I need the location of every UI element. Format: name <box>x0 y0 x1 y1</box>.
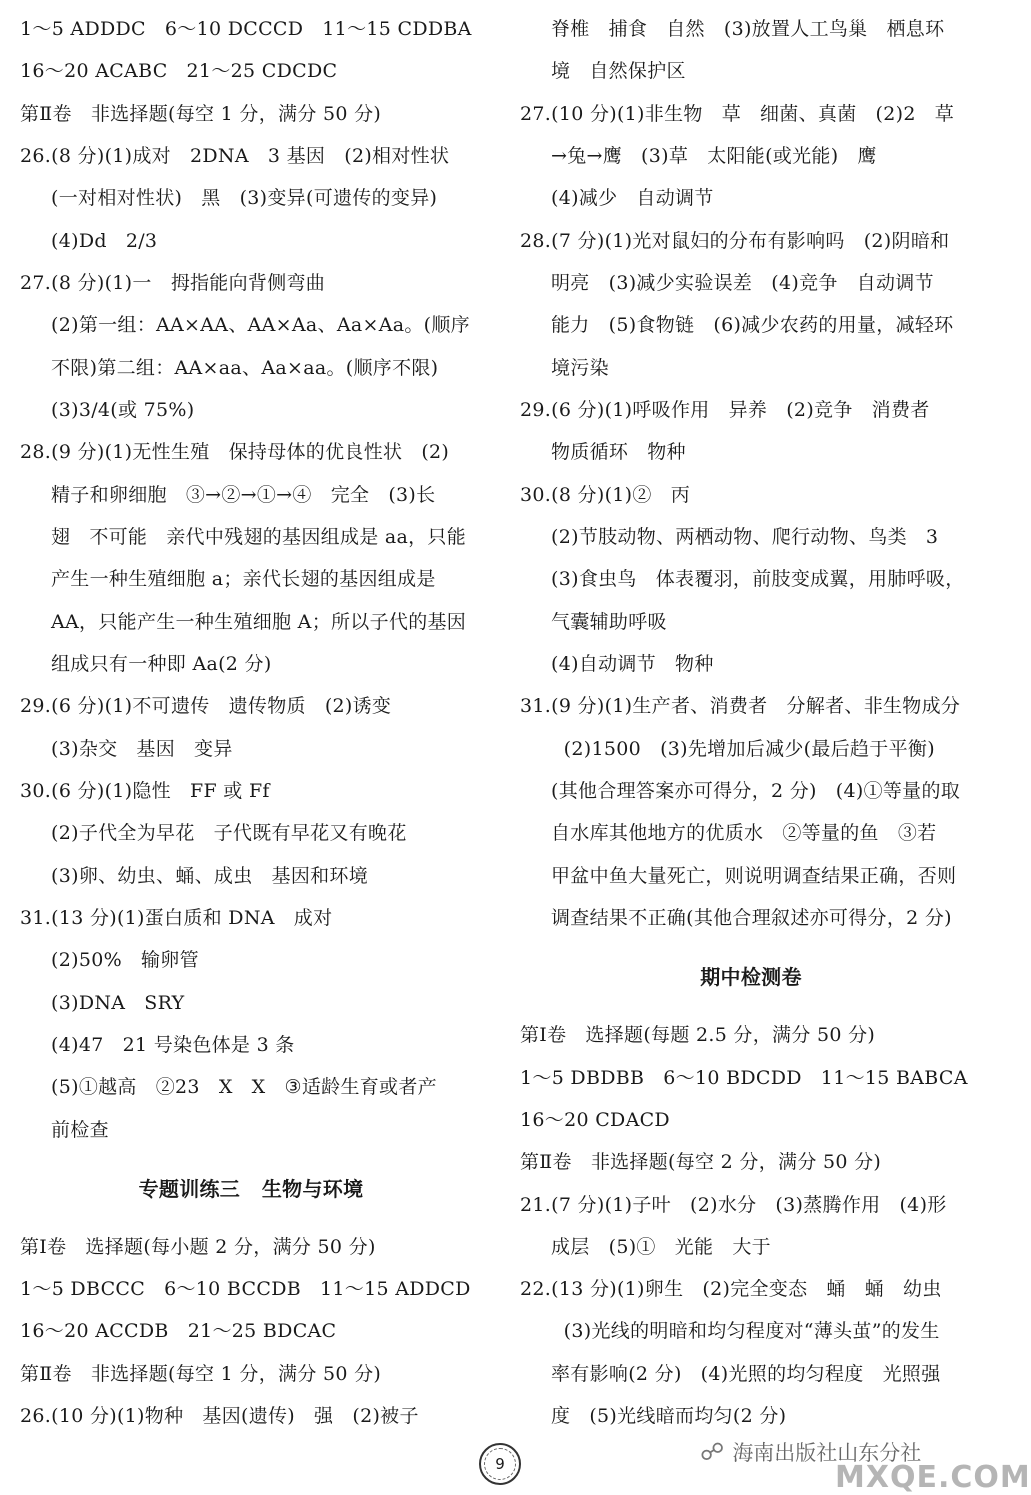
answer-line: (3)光线的明暗和均匀程度对“薄头茧”的发生 <box>551 1320 940 1342</box>
answer-line: (3)3/4(或 75%) <box>51 399 195 421</box>
answer-line: 甲盆中鱼大量死亡，则说明调查结果正确，否则 <box>551 865 957 887</box>
page-number <box>479 1443 521 1485</box>
answer-line: 1～5 DBCCC 6～10 BCCDB 11～15 ADDCD <box>20 1278 471 1300</box>
answer-line: 28.(9 分)(1)无性生殖 保持母体的优良性状 (2) <box>20 441 450 463</box>
answer-line: (3)DNA SRY <box>51 992 185 1014</box>
answer-line: 1～5 DBDBB 6～10 BDCDD 11～15 BABCA <box>520 1067 968 1089</box>
answer-line: →兔→鹰 (3)草 太阳能(或光能) 鹰 <box>551 145 877 167</box>
answer-line: 第Ⅱ卷 非选择题(每空 2 分，满分 50 分) <box>520 1151 882 1173</box>
answer-line: 22.(13 分)(1)卵生 (2)完全变态 蛹 蛹 幼虫 <box>520 1278 942 1300</box>
answer-line: (2)50% 输卵管 <box>51 949 199 971</box>
wechat-icon: ☍ <box>700 1438 725 1466</box>
answer-line: 明亮 (3)减少实验误差 (4)竞争 自动调节 <box>551 272 934 294</box>
answer-line: (2)子代全为早花 子代既有早花又有晚花 <box>51 822 407 844</box>
answer-line: 境 自然保护区 <box>551 60 686 82</box>
answer-line: 16～20 ACABC 21～25 CDCDC <box>20 60 338 82</box>
answer-line: 26.(8 分)(1)成对 2DNA 3 基因 (2)相对性状 <box>20 145 450 167</box>
answer-line: 30.(6 分)(1)隐性 FF 或 Ff <box>20 780 270 802</box>
answer-line: 前检查 <box>51 1119 109 1141</box>
answer-line: (一对相对性状) 黑 (3)变异(可遗传的变异) <box>51 187 438 209</box>
site-watermark: MXQE.COM <box>835 1460 1031 1495</box>
answer-line: 21.(7 分)(1)子叶 (2)水分 (3)蒸腾作用 (4)形 <box>520 1194 947 1216</box>
answer-line: 第Ⅰ卷 选择题(每小题 2 分，满分 50 分) <box>20 1236 376 1258</box>
answer-line: 产生一种生殖细胞 a；亲代长翅的基因组成是 <box>51 568 436 590</box>
answer-line: 率有影响(2 分) (4)光照的均匀程度 光照强 <box>551 1363 941 1385</box>
answer-line: (其他合理答案亦可得分，2 分) (4)①等量的取 <box>551 780 961 802</box>
answer-line: 第Ⅱ卷 非选择题(每空 1 分，满分 50 分) <box>20 1363 382 1385</box>
section-heading: 专题训练三 生物与环境 <box>138 1177 364 1201</box>
answer-line: 31.(13 分)(1)蛋白质和 DNA 成对 <box>20 907 333 929</box>
answer-line: 成层 (5)① 光能 大于 <box>551 1236 771 1258</box>
answer-line: 翅 不可能 亲代中残翅的基因组成是 aa，只能 <box>51 526 467 548</box>
answer-line: AA，只能产生一种生殖细胞 A；所以子代的基因 <box>51 611 467 633</box>
answer-line: 29.(6 分)(1)不可遗传 遗传物质 (2)诱变 <box>20 695 392 717</box>
answer-line: 26.(10 分)(1)物种 基因(遗传) 强 (2)被子 <box>20 1405 419 1427</box>
answer-line: 16～20 CDACD <box>520 1109 670 1131</box>
answer-line: 组成只有一种即 Aa(2 分) <box>51 653 272 675</box>
answer-line: (2)节肢动物、两栖动物、爬行动物、鸟类 3 <box>551 526 939 548</box>
answer-line: (3)卵、幼虫、蛹、成虫 基因和环境 <box>51 865 369 887</box>
answer-line: 第Ⅱ卷 非选择题(每空 1 分，满分 50 分) <box>20 103 382 125</box>
answer-line: 物质循环 物种 <box>551 441 686 463</box>
section-heading: 期中检测卷 <box>700 965 802 989</box>
answer-line: 调查结果不正确(其他合理叙述亦可得分，2 分) <box>551 907 952 929</box>
answer-line: 不限)第二组：AA×aa、Aa×aa。(顺序不限) <box>51 357 439 379</box>
page-number-text: 9 <box>495 1455 505 1473</box>
answer-line: (4)47 21 号染色体是 3 条 <box>51 1034 295 1056</box>
answer-line: (5)①越高 ②23 X X ③适龄生育或者产 <box>51 1076 437 1098</box>
answer-line: (3)杂交 基因 变异 <box>51 738 233 760</box>
answer-line: 31.(9 分)(1)生产者、消费者 分解者、非生物成分 <box>520 695 961 717</box>
wechat-account-label: 海南出版社山东分社 <box>732 1441 922 1465</box>
answer-line: (4)自动调节 物种 <box>551 653 714 675</box>
answer-line: 16～20 ACCDB 21～25 BDCAC <box>20 1320 337 1342</box>
answer-line: 30.(8 分)(1)② 丙 <box>520 484 691 506</box>
answer-line: 27.(10 分)(1)非生物 草 细菌、真菌 (2)2 草 <box>520 103 955 125</box>
answer-line: (3)食虫鸟 体表覆羽，前肢变成翼，用肺呼吸， <box>551 568 965 590</box>
answer-line: (2)第一组：AA×AA、AA×Aa、Aa×Aa。(顺序 <box>51 314 470 336</box>
answer-line: 精子和卵细胞 ③→②→①→④ 完全 (3)长 <box>51 484 436 506</box>
answer-line: 29.(6 分)(1)呼吸作用 异养 (2)竞争 消费者 <box>520 399 930 421</box>
answer-line: 第Ⅰ卷 选择题(每题 2.5 分，满分 50 分) <box>520 1024 876 1046</box>
answer-line: 气囊辅助呼吸 <box>551 611 667 633</box>
answer-line: (2)1500 (3)先增加后减少(最后趋于平衡) <box>551 738 935 760</box>
answer-line: 度 (5)光线暗而均匀(2 分) <box>551 1405 787 1427</box>
answer-line: (4)减少 自动调节 <box>551 187 714 209</box>
answer-line: 28.(7 分)(1)光对鼠妇的分布有影响吗 (2)阴暗和 <box>520 230 950 252</box>
answer-line: 27.(8 分)(1)一 拇指能向背侧弯曲 <box>20 272 326 294</box>
answer-line: 脊椎 捕食 自然 (3)放置人工鸟巢 栖息环 <box>551 18 945 40</box>
answer-line: 能力 (5)食物链 (6)减少农药的用量，减轻环 <box>551 314 954 336</box>
answer-line: 自水库其他地方的优质水 ②等量的鱼 ③若 <box>551 822 937 844</box>
answer-line: 1～5 ADDDC 6～10 DCCCD 11～15 CDDBA <box>20 18 472 40</box>
answer-line: 境污染 <box>551 357 609 379</box>
answer-line: (4)Dd 2/3 <box>51 230 158 252</box>
